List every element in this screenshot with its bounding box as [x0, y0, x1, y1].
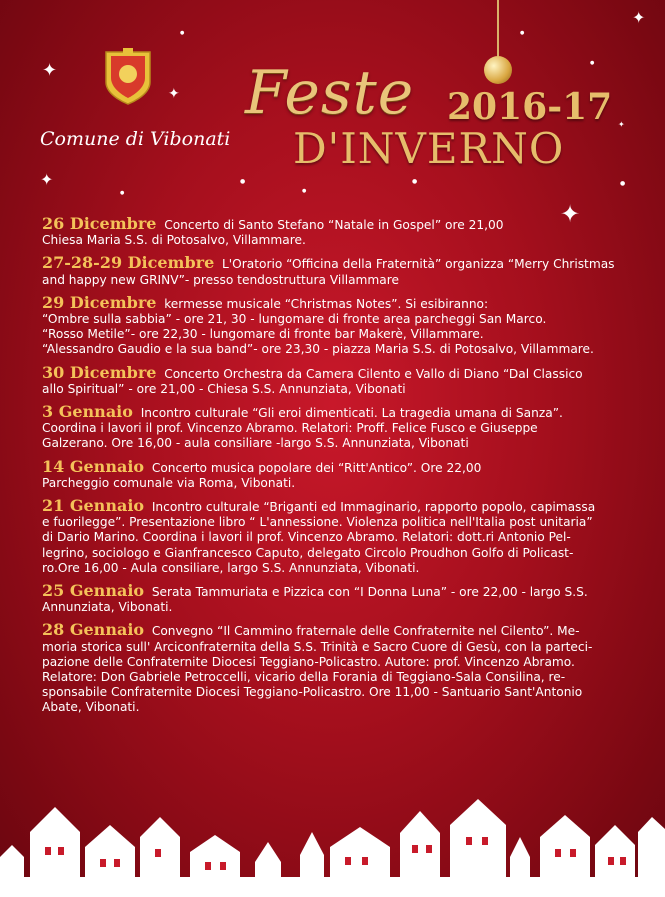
- event-item: [42, 216, 642, 248]
- event-description-line: ro.Ore 16,00 - Aula consiliare, largo S.S. Annunziata, Vibonati.: [42, 560, 420, 575]
- coat-of-arms-icon: [103, 48, 153, 106]
- star-icon: ✦: [632, 8, 646, 27]
- event-description-line: Parcheggio comunale via Roma, Vibonati.: [42, 475, 296, 490]
- event-description-line: Relatore: Don Gabriele Petroccelli, vicario della Forania di Teggiano-Sala Consilina, re-: [42, 670, 566, 685]
- event-date: 30 Dicembre: [42, 362, 157, 382]
- snowy-village-illustration: [0, 737, 665, 897]
- event-description: Convegno “Il Cammino fraternale delle Confraternite nel Cilento”. Me-: [151, 624, 580, 639]
- event-item: [42, 498, 642, 576]
- star-icon: ✦: [618, 120, 625, 129]
- star-icon: ●: [620, 180, 626, 187]
- event-description-line: Coordina i lavori il prof. Vincenzo Abramo. Relatori: Proff. Felice Fusco e Giuseppe: [42, 421, 538, 436]
- event-description-line: e fuorilegge”. Presentazione libro “ L'annessione. Violenza politica nell'Italia post unitaria”: [42, 515, 593, 530]
- event-description: Concerto di Santo Stefano “Natale in Gospel” ore 21,00: [164, 218, 504, 232]
- event-description-line: Abate, Vibonati.: [42, 700, 140, 715]
- event-date: 27-28-29 Dicembre: [42, 253, 215, 273]
- event-item: [42, 456, 642, 491]
- event-description: kermesse musicale “Christmas Notes”. Si esibiranno:: [164, 296, 489, 311]
- event-item: [42, 583, 642, 615]
- event-description-line: Annunziata, Vibonati.: [42, 600, 173, 615]
- title-feste: Feste: [245, 58, 415, 128]
- event-date: 3 Gennaio: [42, 402, 133, 422]
- page-title: [235, 40, 635, 180]
- title-inverno: D'INVERNO: [293, 124, 565, 173]
- event-description-line: moria storica sull' Arciconfraternita della S.S. Trinità e Sacro Cuore di Gesù, con la parteci-: [42, 639, 593, 654]
- star-icon: ●: [590, 60, 595, 66]
- event-description-line: legrino, sociologo e Gianfrancesco Caputo, delegato Circolo Proudhon Golfo di Policast-: [42, 545, 574, 560]
- star-icon: ●: [240, 178, 246, 185]
- event-description: Concerto musica popolare dei “Ritt'Antico”. Ore 22,00: [151, 460, 482, 475]
- event-description-line: di Dario Marino. Coordina i lavori il prof. Vincenzo Abramo. Relatori: dott.ri Antonio Pel-: [42, 530, 571, 545]
- star-icon: ●: [520, 30, 525, 36]
- star-icon: ●: [412, 178, 418, 185]
- event-description-line: Galzerano. Ore 16,00 - aula consiliare -largo S.S. Annunziata, Vibonati: [42, 436, 469, 451]
- star-icon: ✦: [42, 60, 58, 81]
- comune-label: Comune di Vibonati: [40, 128, 231, 150]
- event-list: [42, 216, 642, 723]
- event-item: [42, 404, 642, 452]
- event-date: 21 Gennaio: [42, 496, 145, 516]
- event-description: L'Oratorio “Officina della Fraternità” organizza “Merry Christmas: [222, 257, 615, 272]
- event-description-line: “Ombre sulla sabbia” - ore 21, 30 - lungomare di fronte area parcheggi San Marco.: [42, 312, 547, 327]
- event-date: 26 Dicembre: [42, 214, 157, 233]
- event-description-line: “Alessandro Gaudio e la sua band”- ore 23,30 - piazza Maria S.S. di Potosalvo, Villammare.: [42, 342, 594, 357]
- event-date: 29 Dicembre: [42, 292, 157, 312]
- event-item: [42, 622, 642, 715]
- event-date: 28 Gennaio: [42, 620, 145, 640]
- event-description-line: “Rosso Metile”- ore 22,30 - lungomare di fronte bar Makerè, Villammare.: [42, 327, 484, 342]
- event-item: [42, 292, 642, 358]
- event-item: [42, 255, 642, 287]
- event-description: Incontro culturale “Briganti ed Immaginario, rapporto popolo, capimassa: [151, 500, 596, 515]
- event-description-line: and happy new GRINV”- presso tendostruttura Villammare: [42, 272, 400, 287]
- star-icon: ✦: [40, 170, 54, 189]
- event-date: 14 Gennaio: [42, 456, 145, 476]
- event-description-line: sponsabile Confraternite Diocesi Teggiano-Policastro. Ore 11,00 - Santuario Sant'Antonio: [42, 685, 583, 700]
- star-icon: ✦: [168, 86, 180, 102]
- event-description-line: pazione delle Confraternite Diocesi Teggiano-Policastro. Autore: prof. Vincenzo Abramo.: [42, 654, 575, 669]
- star-icon: ✦: [560, 200, 581, 228]
- event-description: Concerto Orchestra da Camera Cilento e Vallo di Diano “Dal Classico: [164, 366, 583, 381]
- star-icon: ●: [120, 190, 125, 196]
- event-description: Serata Tammuriata e Pizzica con “I Donna Luna” - ore 22,00 - largo S.S.: [151, 585, 588, 600]
- event-description-line: Chiesa Maria S.S. di Potosalvo, Villammare.: [42, 233, 306, 248]
- event-description-line: allo Spiritual” - ore 21,00 - Chiesa S.S. Annunziata, Vibonati: [42, 381, 406, 396]
- title-years: 2016-17: [447, 86, 613, 128]
- star-icon: ●: [302, 188, 307, 194]
- event-item: [42, 362, 642, 397]
- event-date: 25 Gennaio: [42, 581, 145, 601]
- star-icon: ●: [180, 30, 185, 36]
- event-description: Incontro culturale “Gli eroi dimenticati. La tragedia umana di Sanza”.: [140, 406, 563, 421]
